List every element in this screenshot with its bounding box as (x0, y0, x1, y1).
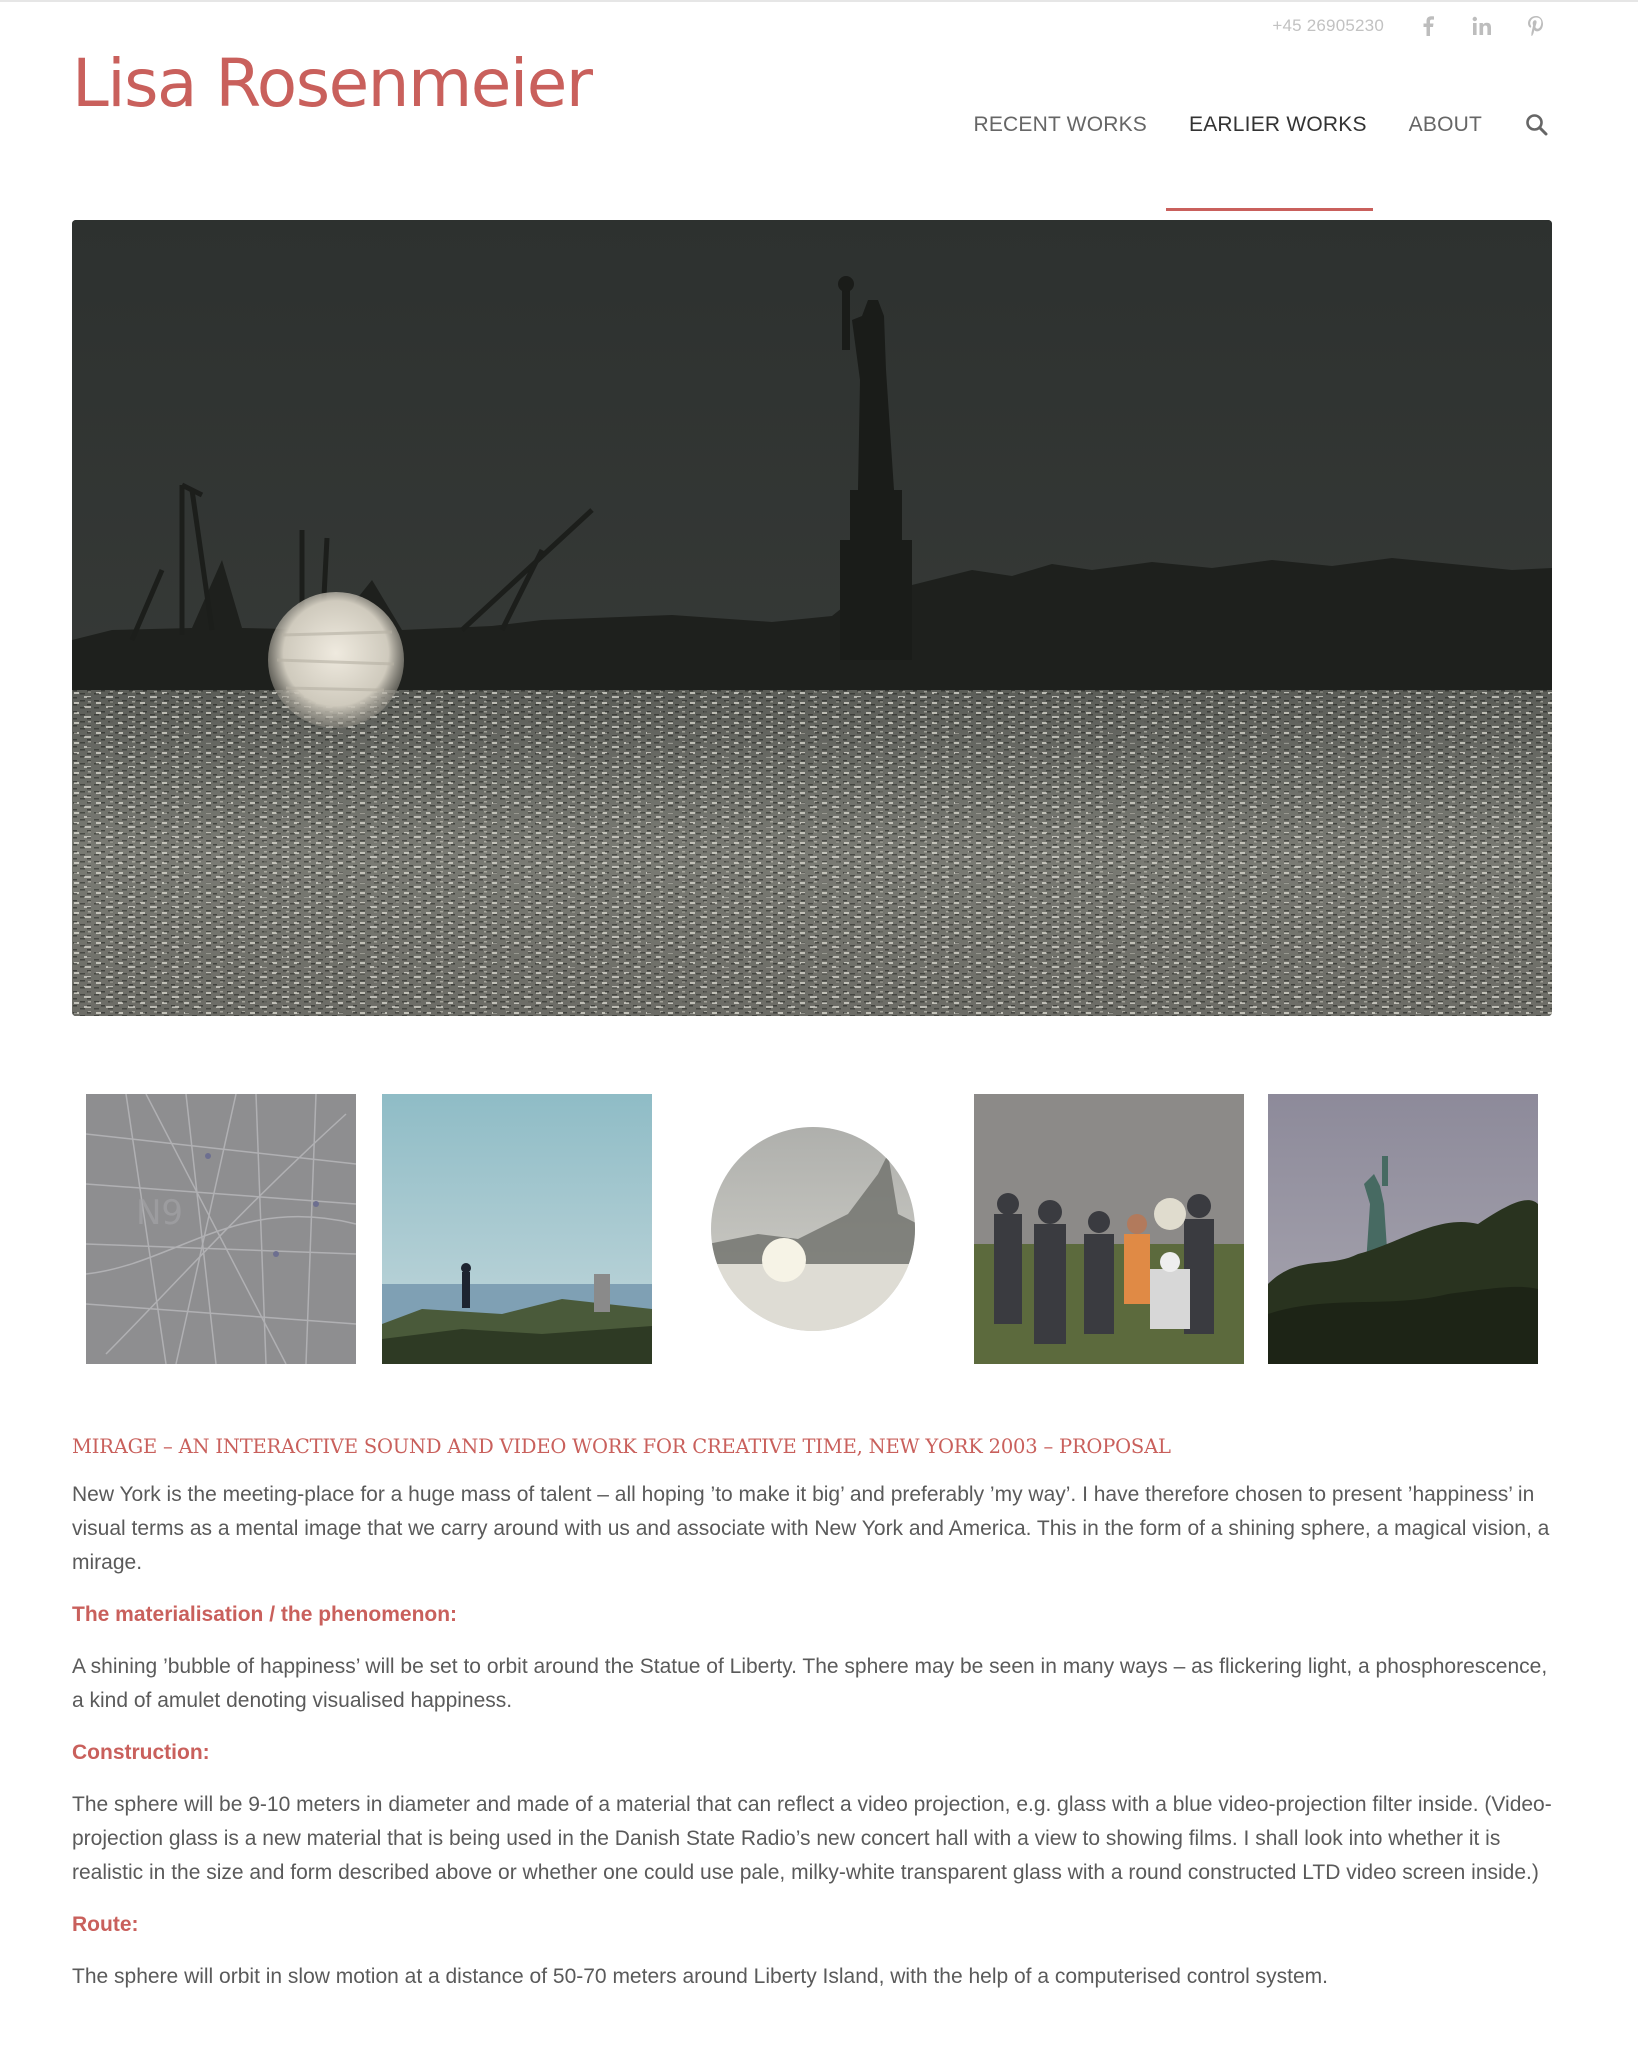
thumbnail-crowd[interactable] (974, 1094, 1244, 1364)
article-intro: New York is the meeting-place for a huge mass of talent – all hoping ’to make it big’ and preferably ’my way’. I have therefore chosen to present ’happiness’ in visual terms as a mental image that we carry around with us and associate with New York and America. This in the form of a shining sphere, a magical vision, a mirage. (72, 1483, 1550, 1574)
article (72, 1430, 1562, 2012)
main-nav (931, 112, 1550, 138)
thumbnail-statue-trees[interactable] (1268, 1094, 1538, 1364)
thumbnail-sphere-circle[interactable] (678, 1094, 948, 1364)
section-text: The sphere will orbit in slow motion at a distance of 50-70 meters around Liberty Island, with the help of a computerised control system. (72, 1965, 1328, 1988)
section-heading: Route: (72, 1913, 139, 1936)
section-text: The sphere will be 9-10 meters in diameter and made of a material that can reflect a video projection, e.g. glass with a blue video-projection filter inside. (Video-projection glass is a new material that is being used in the Danish State Radio’s new concert hall with a view to showing films. I shall look into whether it is realistic in the size and form described above or whether one could use pale, milky-white transparent glass with a round constructed LTD video screen inside.) (72, 1793, 1552, 1884)
linkedin-icon[interactable] (1472, 15, 1492, 37)
article-title: MIRAGE – AN INTERACTIVE SOUND AND VIDEO WORK FOR CREATIVE TIME, NEW YORK 2003 – PROPOSAL (72, 1435, 1171, 1458)
section-heading: Construction: (72, 1741, 210, 1764)
facebook-icon[interactable] (1418, 15, 1438, 37)
thumbnail-gallery (86, 1094, 1538, 1364)
active-nav-indicator (1166, 208, 1373, 211)
nav-earlier-works[interactable]: EARLIER WORKS (1189, 113, 1367, 136)
thumbnail-map[interactable] (86, 1094, 356, 1364)
section-heading: The materialisation / the phenomenon: (72, 1603, 458, 1626)
header-meta (1272, 12, 1546, 40)
nav-recent-works[interactable]: RECENT WORKS (973, 113, 1148, 136)
phone-number[interactable]: +45 26905230 (1272, 16, 1384, 35)
top-border (0, 0, 1638, 2)
section-text: A shining ’bubble of happiness’ will be set to orbit around the Statue of Liberty. The sphere may be seen in many ways – as flickering light, a phosphorescence, a kind of amulet denoting visualised happiness. (72, 1655, 1548, 1712)
pinterest-icon[interactable] (1526, 15, 1546, 37)
search-icon[interactable] (1524, 112, 1550, 138)
hero-image[interactable] (72, 220, 1552, 1016)
thumbnail-figure-on-shore[interactable] (382, 1094, 652, 1364)
svg-text:N9: N9 (136, 1193, 184, 1233)
nav-about[interactable]: ABOUT (1408, 113, 1482, 136)
site-logo[interactable]: Lisa Rosenmeier (72, 45, 592, 122)
